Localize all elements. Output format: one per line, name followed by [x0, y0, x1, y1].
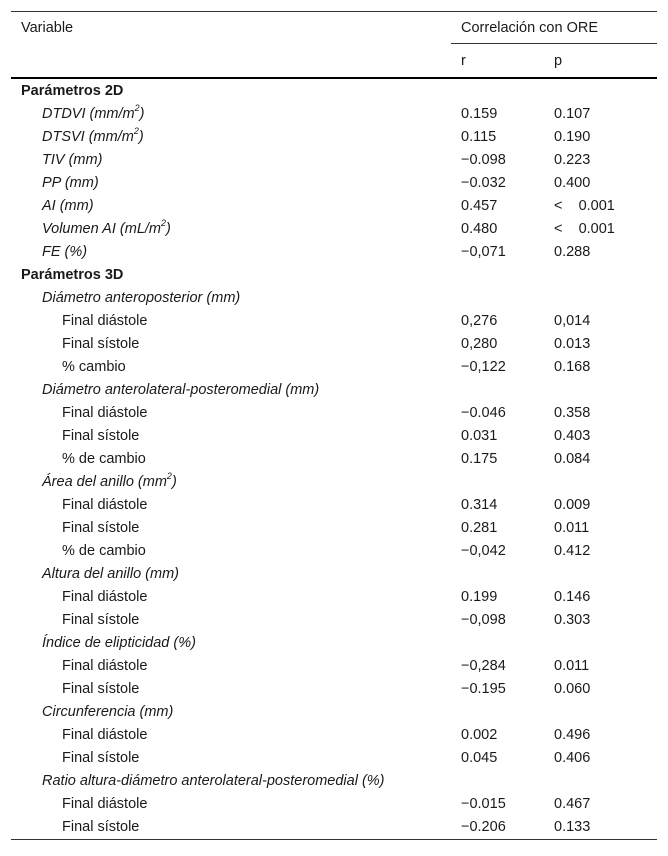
- table-row: [11, 816, 657, 839]
- header-variable: Variable: [21, 20, 74, 36]
- table-row: [11, 770, 657, 793]
- p-value: 0.084: [554, 451, 591, 467]
- row-label: Final diástole: [62, 497, 148, 513]
- table-row: [11, 425, 657, 448]
- p-value: 0.406: [554, 750, 591, 766]
- row-label: Parámetros 2D: [21, 83, 124, 99]
- table-row: [11, 701, 657, 724]
- row-label: TIV (mm): [42, 152, 103, 168]
- r-value: 0.199: [461, 589, 498, 605]
- row-label: Circunferencia (mm): [42, 704, 174, 720]
- table-body: [11, 79, 657, 839]
- p-value: 0.060: [554, 681, 591, 697]
- table-row: [11, 586, 657, 609]
- p-value: 0.288: [554, 244, 591, 260]
- table-row: [11, 540, 657, 563]
- table-row: [11, 517, 657, 540]
- table-row: [11, 632, 657, 655]
- r-value: −0,042: [461, 543, 506, 559]
- row-label: Diámetro anterolateral-posteromedial (mm): [42, 382, 320, 398]
- p-value: 0.403: [554, 428, 591, 444]
- p-value: 0.467: [554, 796, 591, 812]
- row-label: Final sístole: [62, 336, 140, 352]
- p-value: 0.013: [554, 336, 591, 352]
- r-value: 0.002: [461, 727, 498, 743]
- p-value: 0.496: [554, 727, 591, 743]
- row-label: FE (%): [42, 244, 88, 260]
- r-value: −0,122: [461, 359, 506, 375]
- table-row: [11, 471, 657, 494]
- row-label: Final sístole: [62, 681, 140, 697]
- row-label: Final sístole: [62, 428, 140, 444]
- table-row: [11, 310, 657, 333]
- p-value: 0,014: [554, 313, 591, 329]
- table-row: [11, 218, 657, 241]
- table-row: [11, 678, 657, 701]
- row-label: % de cambio: [62, 543, 146, 559]
- r-value: −0.032: [461, 175, 506, 191]
- r-value: 0.115: [461, 129, 497, 145]
- section-row: [11, 80, 657, 103]
- row-label: Área del anillo $(mm^2)$: [42, 471, 177, 490]
- p-value: 0.412: [554, 543, 591, 559]
- row-label: DTDVI $(mm/m^2)$: [42, 103, 145, 122]
- p-value: 0.190: [554, 129, 591, 145]
- row-label: Final diástole: [62, 313, 148, 329]
- table-row: [11, 195, 657, 218]
- p-value: 0.107: [554, 106, 591, 122]
- row-label: PP (mm): [42, 175, 99, 191]
- table-row: [11, 103, 657, 126]
- r-value: 0,280: [461, 336, 498, 352]
- table-row: [11, 379, 657, 402]
- table-row: [11, 149, 657, 172]
- section-row: [11, 264, 657, 287]
- table-bottom-rule: [11, 839, 657, 840]
- table-row: [11, 356, 657, 379]
- table-row: [11, 609, 657, 632]
- p-value: 0.223: [554, 152, 591, 168]
- row-label: % cambio: [62, 359, 126, 375]
- row-label: Diámetro anteroposterior (mm): [42, 290, 241, 306]
- row-label: Índice de elipticidad (%): [42, 635, 196, 651]
- table-row: [11, 126, 657, 149]
- row-label: Final diástole: [62, 405, 148, 421]
- row-label: Final sístole: [62, 520, 140, 536]
- row-label: Final sístole: [62, 750, 140, 766]
- table-row: [11, 724, 657, 747]
- table-row: [11, 563, 657, 586]
- r-value: 0.281: [461, 520, 498, 536]
- header-r: r: [461, 53, 466, 69]
- r-value: 0.045: [461, 750, 498, 766]
- p-value: 0.133: [554, 819, 591, 835]
- r-value: −0.098: [461, 152, 506, 168]
- table-row: [11, 402, 657, 425]
- r-value: −0.195: [461, 681, 506, 697]
- r-value: −0.206: [461, 819, 506, 835]
- r-value: 0.159: [461, 106, 498, 122]
- table-row: [11, 793, 657, 816]
- r-value: −0,098: [461, 612, 506, 628]
- r-value: −0.046: [461, 405, 506, 421]
- table-row: [11, 747, 657, 770]
- p-value: 0.009: [554, 497, 591, 513]
- r-value: 0.480: [461, 221, 498, 237]
- p-value: < 0.001: [554, 198, 615, 214]
- row-label: Parámetros 3D: [21, 267, 124, 283]
- r-value: −0,284: [461, 658, 506, 674]
- row-label: % de cambio: [62, 451, 146, 467]
- row-label: Final diástole: [62, 589, 148, 605]
- table-row: [11, 448, 657, 471]
- p-value: 0.400: [554, 175, 591, 191]
- r-value: 0.314: [461, 497, 498, 513]
- p-value: 0.011: [554, 658, 590, 674]
- table-row: [11, 172, 657, 195]
- r-value: −0.015: [461, 796, 506, 812]
- p-value: 0.011: [554, 520, 590, 536]
- r-value: 0.457: [461, 198, 498, 214]
- correlation-table: [11, 11, 657, 840]
- table-row: [11, 333, 657, 356]
- row-label: Final diástole: [62, 727, 148, 743]
- row-label: DTSVI $(mm/m^2)$: [42, 126, 144, 145]
- row-label: Final sístole: [62, 612, 140, 628]
- r-value: −0,071: [461, 244, 506, 260]
- row-label: AI (mm): [42, 198, 94, 214]
- row-label: Final diástole: [62, 658, 148, 674]
- table-row: [11, 241, 657, 264]
- p-value: 0.146: [554, 589, 591, 605]
- row-label: Final sístole: [62, 819, 140, 835]
- header-p: p: [554, 53, 563, 69]
- table-row: [11, 494, 657, 517]
- p-value: 0.168: [554, 359, 591, 375]
- row-label: Altura del anillo (mm): [42, 566, 179, 582]
- p-value: < 0.001: [554, 221, 615, 237]
- table-row: [11, 287, 657, 310]
- p-value: 0.358: [554, 405, 591, 421]
- row-label: Final diástole: [62, 796, 148, 812]
- r-value: 0.175: [461, 451, 498, 467]
- table-row: [11, 655, 657, 678]
- p-value: 0.303: [554, 612, 591, 628]
- row-label: Volumen AI $(mL/m^2)$: [42, 218, 171, 237]
- r-value: 0.031: [461, 428, 498, 444]
- row-label: Ratio altura-diámetro anterolateral-posteromedial (%): [42, 773, 385, 789]
- header-correlation: Correlación con ORE: [461, 20, 598, 36]
- r-value: 0,276: [461, 313, 498, 329]
- table-header: [11, 11, 657, 77]
